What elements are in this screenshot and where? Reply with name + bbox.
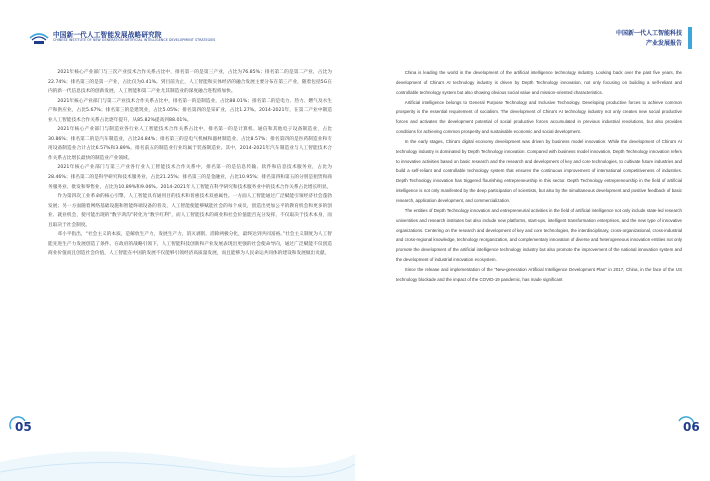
paragraph: 2021年核心产业部门与第三产业各行业人工智能技术合作关系中，排名第一的是信息传输、软件和信息技术服务业，占比为28.46%；排名第二的是科学研究和技术服务业，占比21.25%；排名第三的是金融业，占比10.95%；排名第四和第五的分别是租赁和商务服务业、批发和零售业，占比为10.89%和9.06%。2014-2021年人工智能在科学研究和技术服务业中的技术合作关系占比增长明显。 bbox=[48, 165, 332, 190]
institute-logo-icon bbox=[28, 30, 50, 46]
paragraph: Since the release and implementation of the “New-generation Artificial Intelligence Development Plan” in 2017, China, in the face of the US technology blockade and the impact of the COVID-19 pandemic, has made significant bbox=[396, 266, 682, 282]
header-right-title: 中国新一代人工智能科技 bbox=[615, 30, 682, 37]
paragraph: Artificial intelligence belongs to General Purpose Technology and Inclusive Technology. Developing productive forces to achieve common prosperity is the essential requirement of socialism. The development of China’s AI technology industry not only creates new social productive forces and activates the development potential of social productive forces accumulated in previous industrial revolutions, but also provides conditions for achieving common prosperity and sustainable economic and social development. bbox=[396, 99, 682, 135]
header-left-title: 中国新一代人工智能发展战略研究院 bbox=[53, 31, 162, 39]
page-number-right: 06 bbox=[683, 420, 700, 434]
right-body-text bbox=[396, 68, 682, 285]
bottom-wave-decoration bbox=[0, 432, 355, 481]
paragraph: China is leading the world in the development of the artificial intelligence technology industry. Looking back over the past five years, the development of China’s AI technology industry is driven by Depth Technology innovation, not only focusing on building a self-reliant and controllable technology system but also showing obvious social value and mission-oriented characteristics. bbox=[396, 70, 682, 95]
paragraph: 2021年核心产业部门与三次产业技术合作关系占比中，排名第一的是第三产业，占比为76.85%；排名第二的是第二产业，占比为22.74%；排名第三的是第一产业，占比仅为0.41%。到目前为止，人工智能和实体经济的融合发展主要分布在第三产业，随着包括5G在内的新一代信息技术的创新发展，人工智能和第二产业尤其制造业的深度融合进程将加快。 bbox=[48, 70, 332, 95]
header-right-subtitle: 产业发展报告 bbox=[645, 40, 682, 47]
paragraph: 2021年核心产业部门与第二产业技术合作关系占比中，排名第一的是制造业，占比88.01%；排名第二的是电力、热力、燃气及水生产和供应业，占比5.67%；排名第三的是建筑业，占比5.05%；排名第四的是采矿业，占比1.27%。2014-2021年，在第二产业中制造业人工智能技术合作关系占比逐年提升，从85.82%提高到88.01%。 bbox=[48, 98, 332, 123]
page-number-left: 05 bbox=[15, 420, 32, 434]
paragraph: 作为第四次工业革命的核心引擎，人工智能具有通用目的技术和普惠技术双重属性。一方面人工智能通过广泛赋能引领经济社会蓬勃发展；另一方面随着网络基础设施和智能终端设备的普及，人工智能使能够赋能社会的每个成员，创造出更加公平的教育机会和更多的创业、就业机会，使可能出现的“数字鸿沟”转化为“数字红利”，而人工智能技术的商业和社会价值能否充分发挥，不仅取决于技术本身，而且取决于社会制度。 bbox=[48, 194, 332, 228]
header-accent-bar bbox=[688, 27, 692, 49]
header-left-subtitle: CHINESE INSTITUTE OF NEW GENERATION ARTIFICIAL INTELLIGENCE DEVELOPMENT STRATEGIES bbox=[53, 38, 216, 42]
paragraph: 邓小平指出，“社会主义的本质，是解放生产力，发展生产力，消灭剥削，消除两极分化，最终达到共同富裕。”社会主义制度为人工智能先进生产力发展创造了条件。在政府的战略引领下，人工智能科技创新和产业发展表现出更强的社会使命导向，通过广泛赋能不仅创造商业价值而且创造社会价值，人工智能在中国的发展不仅能够引领经济高质量发展，而且能够为人民命运共同体的建设和发展做出贡献。 bbox=[48, 232, 332, 257]
paragraph: The entities of Depth Technology innovation and entrepreneurial activities in the field of artificial intelligence not only include state-led research universities and research institutes but also include new platforms, start-ups, intelligent transformation enterprises, and the new type of innovative organizations. Centering on the research and development of key and core technologies, the interdisciplinary, cross-organizational, cross-industrial and cross-regional knowledge, technology reorganization, and complementary innovation of diverse and heterogeneous innovation entities not only promote the development of the artificial intelligence technology industry but also promote the improvement of the national innovation system and the development of industrial innovation ecosystem. bbox=[396, 207, 682, 263]
paragraph: In the early stages, China’s digital economy development was driven by business model innovation. While the development of China’s AI technology industry is dominated by Depth Technology innovation. Compared with business model innovation, Depth Technology innovation refers to innovative activities based on basic research and the research and development of key and core technologies, to cultivate future industries and build a self-reliant and controllable technology system that ensures the continuous improvement of international competitiveness of industries. Depth Technology innovation has triggered flourishing entrepreneurship in this sector. Depth Technology entrepreneurship in the field of artificial intelligence is not only manifested by the deep participation of scientists, but also by the simultaneous development and positive feedback of basic research, application development, and commercialization. bbox=[396, 138, 682, 203]
paragraph: 2021年核心产业部门与制造业各行业人工智能技术合作关系占比中，排名第一的是计算机、通信和其他电子设备制造业，占比30.86%；排名第二的是汽车制造业，占比24.84%；排名第三的是电气机械和器材制造业，占比8.57%；排名第四的是医药制造业和专用设备制造业合计占比6.57%和3.89%。排名前五的制造业行业均属于装备制造业。其中，2014-2021年汽车制造业与人工智能技术合作关系占比增长最快的制造业产业领域。 bbox=[48, 127, 332, 161]
left-body-text bbox=[48, 68, 332, 259]
